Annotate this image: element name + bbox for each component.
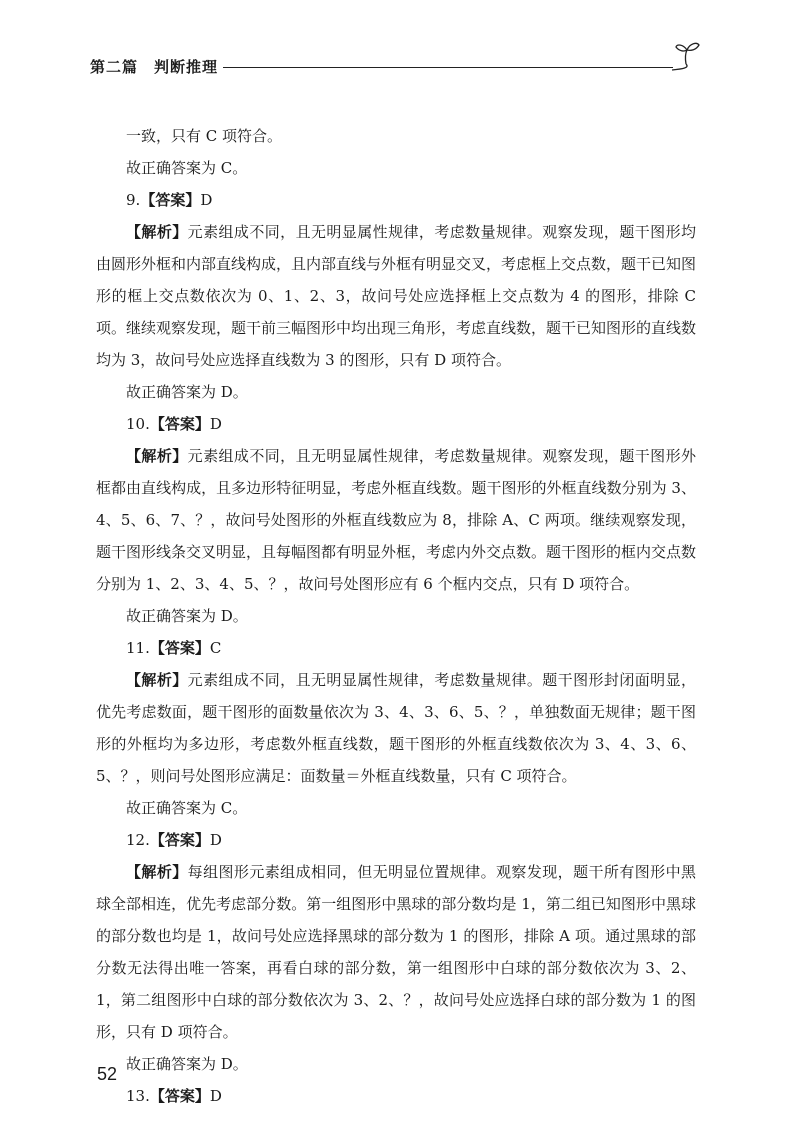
item-number: 12.	[126, 831, 150, 849]
answer-value: D	[209, 831, 222, 849]
page-body	[96, 120, 696, 1112]
analysis-text: 每组图形元素组成相同，但无明显位置规律。观察发现，题干所有图形中黑球全部相连，优先考虑部分数。第一组图形中黑球的部分数均是 1，第二组已知图形中黑球的部分数也均是 1，故问号处应选择黑球的部分数为 1 的图形，排除 A 项。通过黑球的部分数无法得出唯一答案，再看白球的部分数，第一组图形中白球的部分数依次为 3、2、1，第二组图形中白球的部分数依次为 3、2、？，故问号处应选择白球的部分数为 1 的图形，只有 D 项符合。	[96, 863, 696, 1041]
page-header	[88, 40, 700, 80]
analysis-paragraph-12	[96, 856, 696, 1048]
analysis-paragraph-10	[96, 440, 696, 600]
sprout-icon	[668, 40, 702, 74]
analysis-tag: 【解析】	[126, 671, 188, 689]
analysis-text: 元素组成不同，且无明显属性规律，考虑数量规律。题干图形封闭面明显，优先考虑数面，题干图形的面数量依次为 3、4、3、6、5、？，单独数面无规律；题干图形的外框均为多边形，考虑数外框直线数，题干图形的外框直线数依次为 3、4、3、6、5、？，则问号处图形应满足：面数量＝外框直线数量，只有 C 项符合。	[96, 671, 696, 785]
analysis-paragraph-9	[96, 216, 696, 376]
answer-tag: 【答案】	[149, 1087, 210, 1105]
answer-heading-13	[96, 1080, 696, 1112]
item-number: 11.	[126, 639, 150, 657]
item-number: 13.	[126, 1087, 150, 1105]
header-divider	[223, 67, 673, 68]
answer-value: D	[209, 1087, 222, 1105]
intro-conclusion: 故正确答案为 C。	[126, 159, 248, 177]
answer-tag: 【答案】	[140, 191, 201, 209]
answer-value: D	[209, 415, 222, 433]
answer-value: D	[200, 191, 213, 209]
conclusion-11: 故正确答案为 C。	[126, 799, 248, 817]
answer-tag: 【答案】	[149, 831, 210, 849]
chapter-title: 第二篇 判断推理	[90, 58, 219, 76]
answer-heading-10	[96, 408, 696, 440]
analysis-text: 元素组成不同，且无明显属性规律，考虑数量规律。观察发现，题干图形均由圆形外框和内部直线构成，且内部直线与外框有明显交叉，考虑框上交点数，题干已知图形的框上交点数依次为 0、1、2、3，故问号处应选择框上交点数为 4 的图形，排除 C 项。继续观察发现，题干前三幅图形中均出现三角形，考虑直线数，题干已知图形的直线数均为 3，故问号处应选择直线数为 3 的图形，只有 D 项符合。	[96, 223, 697, 369]
conclusion-12: 故正确答案为 D。	[126, 1055, 248, 1073]
answer-heading-9	[96, 184, 696, 216]
item-number: 9.	[126, 191, 141, 209]
answer-value: C	[209, 639, 222, 657]
analysis-tag: 【解析】	[126, 863, 188, 881]
analysis-paragraph-11	[96, 664, 696, 792]
analysis-tag: 【解析】	[126, 223, 188, 241]
conclusion-10: 故正确答案为 D。	[126, 607, 248, 625]
item-number: 10.	[126, 415, 150, 433]
answer-heading-11	[96, 632, 696, 664]
answer-tag: 【答案】	[149, 415, 210, 433]
answer-heading-12	[96, 824, 696, 856]
intro-continuation: 一致，只有 C 项符合。	[126, 127, 283, 145]
answer-tag: 【答案】	[149, 639, 210, 657]
analysis-text: 元素组成不同，且无明显属性规律，考虑数量规律。观察发现，题干图形外框都由直线构成，且多边形特征明显，考虑外框直线数。题干图形的外框直线数分别为 3、4、5、6、7、？，故问号处图形的外框直线数应为 8，排除 A、C 两项。继续观察发现，题干图形线条交叉明显，且每幅图都有明显外框，考虑内外交点数。题干图形的框内交点数分别为 1、2、3、4、5、？，故问号处图形应有 6 个框内交点，只有 D 项符合。	[96, 447, 697, 593]
analysis-tag: 【解析】	[126, 447, 188, 465]
conclusion-9: 故正确答案为 D。	[126, 383, 248, 401]
page-number: 52	[97, 1064, 118, 1084]
